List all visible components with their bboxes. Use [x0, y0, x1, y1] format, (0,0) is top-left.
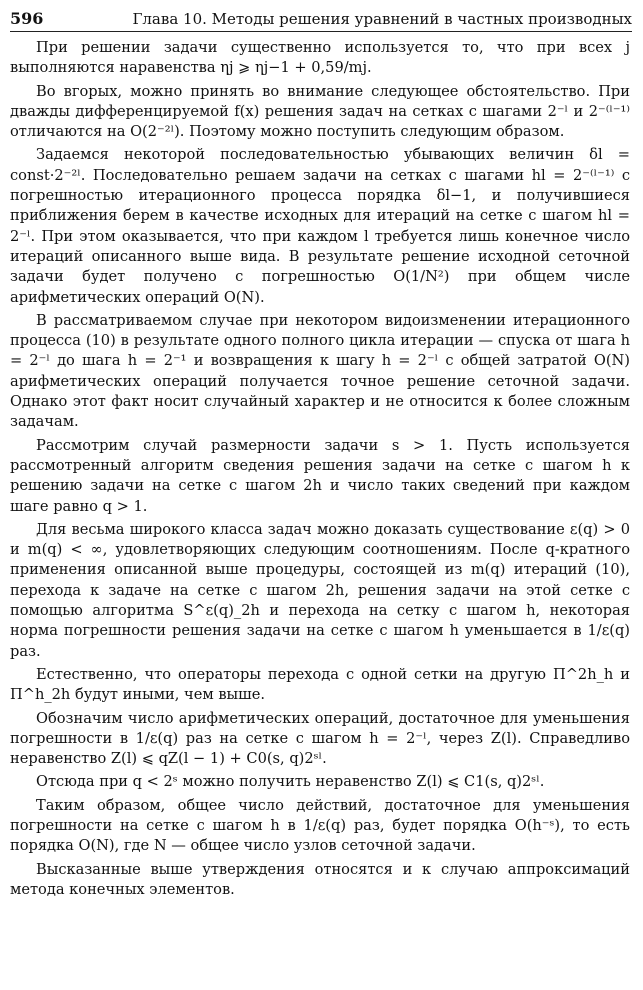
paragraph-9: Отсюда при q < 2ˢ можно получить неравенство Z(l) ⩽ C1(s, q)2ˢˡ. [36, 773, 545, 791]
running-title: Глава 10. Методы решения уравнений в частных производных [132, 10, 632, 28]
page-number: 596 [10, 9, 44, 28]
paragraph-5: Рассмотрим случай размерности задачи s > 1. Пусть используется рассмотренный алгоритм сведения решения задачи на сетке с шагом h к решению задачи на сетке с шагом 2h и число таких сведений при каждом шаге равно q > 1. [10, 436, 630, 515]
paragraph-4: В рассматриваемом случае при некотором видоизменении итерационного процесса (10) в результате одного полного цикла итерации — спуска от шага h = 2⁻ˡ до шага h = 2⁻¹ и возвращения к шагу h = 2⁻ˡ с общей затратой O(N) арифметических операций получается точное решение сеточной задачи. Однако этот факт носит случайный характер и не относится к более сложным задачам. [10, 311, 630, 431]
paragraph-11: Высказанные выше утверждения относятся и к случаю аппроксимаций метода конечных элементов. [10, 860, 630, 898]
page-header [10, 4, 632, 32]
page-body [10, 38, 630, 903]
paragraph-8: Обозначим число арифметических операций, достаточное для уменьшения погрешности в 1/ε(q) раз на сетке с шагом h = 2⁻ˡ, через Z(l). Справедливо неравенство Z(l) ⩽ qZ(l − 1) + C0(s, q)2ˢˡ. [10, 709, 630, 768]
paragraph-3: Задаемся некоторой последовательностью убывающих величин δl = const·2⁻²ˡ. Последовательно решаем задачи на сетках с шагами hl = 2⁻⁽ˡ⁻¹⁾ с погрешностью итерационного процесса порядка δl−1, и получившиеся приближения берем в качестве исходных для итераций на сетке с шагом hl = 2⁻ˡ. При этом оказывается, что при каждом l требуется лишь конечное число итераций описанного выше вида. В результате решение исходной сеточной задачи будет получено с погрешностью O(1/N²) при общем числе арифметических операций O(N). [10, 146, 630, 306]
paragraph-10: Таким образом, общее число действий, достаточное для уменьшения погрешности на сетке с шагом h в 1/ε(q) раз, будет порядка O(h⁻ˢ), то есть порядка O(N), где N — общее число узлов сеточной задачи. [10, 796, 630, 855]
paragraph-6: Для весьма широкого класса задач можно доказать существование ε(q) > 0 и m(q) < ∞, удовлетворяющих следующим соотношениям. После q-кратного применения описанной выше процедуры, состоящей из m(q) итераций (10), перехода к задаче на сетке с шагом 2h, решения задачи на этой сетке с помощью алгоритма S^ε(q)_2h и перехода на сетку с шагом h, некоторая норма погрешности решения задачи на сетке с шагом h уменьшается в 1/ε(q) раз. [10, 520, 630, 660]
paragraph-7: Естественно, что операторы перехода с одной сетки на другую Π^2h_h и Π^h_2h будут иными, чем выше. [10, 665, 630, 704]
paragraph-1: При решении задачи существенно используется то, что при всех j выполняются наравенства ηj ⩾ ηj−1 + 0,59/mj. [10, 39, 630, 77]
paragraph-2: Во вгорых, можно принять во внимание следующее обстоятельство. При дважды дифференцируемой f(x) решения задач на сетках с шагами 2⁻ˡ и 2⁻⁽ˡ⁻¹⁾ отличаются на O(2⁻²ˡ). Поэтому можно поступить следующим образом. [10, 82, 630, 141]
